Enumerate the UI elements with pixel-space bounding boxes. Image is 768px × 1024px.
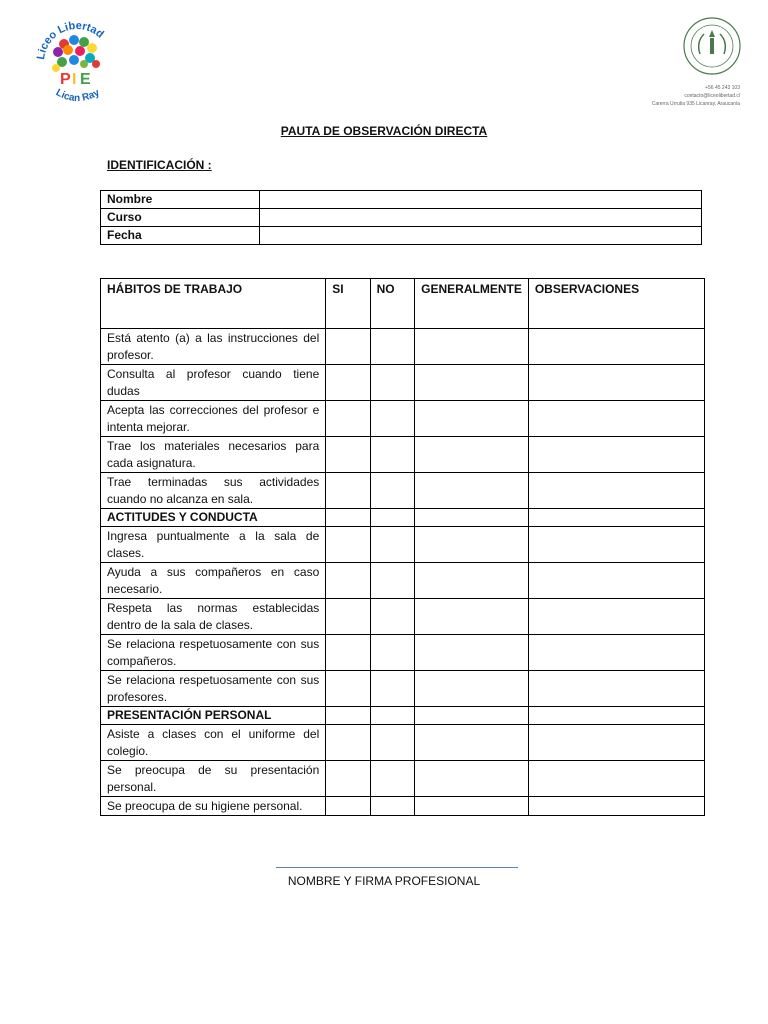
document-title: PAUTA DE OBSERVACIÓN DIRECTA	[280, 124, 488, 138]
svg-text:P: P	[60, 71, 71, 88]
observaciones-cell[interactable]	[528, 365, 704, 401]
observaciones-cell[interactable]	[528, 635, 704, 671]
identification-table	[100, 190, 702, 245]
criterion-text: Consulta al profesor cuando tiene dudas	[101, 365, 326, 401]
header-no: NO	[370, 279, 415, 329]
section-empty-cell	[326, 707, 370, 725]
signature-line	[276, 867, 518, 868]
observation-table	[100, 278, 705, 816]
generalmente-cell[interactable]	[415, 437, 529, 473]
contact-address: Carerra Urrutia 935 Licanray, Araucanía	[651, 101, 740, 107]
course-field[interactable]	[260, 209, 702, 227]
si-cell[interactable]	[326, 797, 370, 816]
header-si: SI	[326, 279, 370, 329]
identification-row	[101, 191, 702, 209]
observaciones-cell[interactable]	[528, 437, 704, 473]
no-cell[interactable]	[370, 401, 415, 437]
generalmente-cell[interactable]	[415, 599, 529, 635]
no-cell[interactable]	[370, 761, 415, 797]
generalmente-cell[interactable]	[415, 671, 529, 707]
identification-row	[101, 209, 702, 227]
generalmente-cell[interactable]	[415, 725, 529, 761]
no-cell[interactable]	[370, 725, 415, 761]
observation-row	[101, 797, 705, 816]
section-title: PRESENTACIÓN PERSONAL	[101, 707, 326, 725]
criterion-text: Trae terminadas sus actividades cuando no alcanza en sala.	[101, 473, 326, 509]
observaciones-cell[interactable]	[528, 599, 704, 635]
section-row	[101, 707, 705, 725]
generalmente-cell[interactable]	[415, 365, 529, 401]
criterion-text: Trae los materiales necesarios para cada asignatura.	[101, 437, 326, 473]
no-cell[interactable]	[370, 437, 415, 473]
observaciones-cell[interactable]	[528, 473, 704, 509]
no-cell[interactable]	[370, 599, 415, 635]
section-empty-cell	[326, 509, 370, 527]
section-empty-cell	[415, 509, 529, 527]
si-cell[interactable]	[326, 599, 370, 635]
si-cell[interactable]	[326, 527, 370, 563]
svg-text:I: I	[72, 71, 77, 88]
section-empty-cell	[528, 509, 704, 527]
generalmente-cell[interactable]	[415, 563, 529, 599]
contact-phone: +56 45 243 103	[705, 85, 740, 91]
no-cell[interactable]	[370, 527, 415, 563]
criterion-text: Ayuda a sus compañeros en caso necesario.	[101, 563, 326, 599]
criterion-text: Se relaciona respetuosamente con sus compañeros.	[101, 635, 326, 671]
header-work-habits: HÁBITOS DE TRABAJO	[101, 279, 326, 329]
generalmente-cell[interactable]	[415, 329, 529, 365]
course-label: Curso	[101, 209, 260, 227]
section-row	[101, 509, 705, 527]
generalmente-cell[interactable]	[415, 797, 529, 816]
observation-row	[101, 725, 705, 761]
date-field[interactable]	[260, 227, 702, 245]
si-cell[interactable]	[326, 671, 370, 707]
header-generalmente: GENERALMENTE	[415, 279, 529, 329]
name-field[interactable]	[260, 191, 702, 209]
criterion-text: Está atento (a) a las instrucciones del profesor.	[101, 329, 326, 365]
svg-text:Liceo Libertad: Liceo Libertad	[35, 19, 106, 61]
observation-row	[101, 365, 705, 401]
tree-dots	[52, 35, 100, 72]
contact-email: contacto@liceolibertad.cl	[684, 93, 740, 99]
observaciones-cell[interactable]	[528, 671, 704, 707]
observaciones-cell[interactable]	[528, 401, 704, 437]
section-empty-cell	[370, 707, 415, 725]
observaciones-cell[interactable]	[528, 527, 704, 563]
date-label: Fecha	[101, 227, 260, 245]
no-cell[interactable]	[370, 473, 415, 509]
document-title-wrap	[0, 124, 768, 138]
criterion-text: Acepta las correcciones del profesor e intenta mejorar.	[101, 401, 326, 437]
no-cell[interactable]	[370, 671, 415, 707]
observation-row	[101, 329, 705, 365]
criterion-text: Se relaciona respetuosamente con sus profesores.	[101, 671, 326, 707]
observation-row	[101, 473, 705, 509]
si-cell[interactable]	[326, 725, 370, 761]
section-empty-cell	[370, 509, 415, 527]
si-cell[interactable]	[326, 437, 370, 473]
no-cell[interactable]	[370, 635, 415, 671]
signature-label: NOMBRE Y FIRMA PROFESIONAL	[287, 874, 481, 888]
section-empty-cell	[528, 707, 704, 725]
school-seal-right	[682, 16, 742, 76]
no-cell[interactable]	[370, 797, 415, 816]
svg-text:E: E	[80, 71, 91, 88]
observation-row	[101, 635, 705, 671]
generalmente-cell[interactable]	[415, 473, 529, 509]
si-cell[interactable]	[326, 563, 370, 599]
observaciones-cell[interactable]	[528, 797, 704, 816]
si-cell[interactable]	[326, 473, 370, 509]
section-title: ACTITUDES Y CONDUCTA	[101, 509, 326, 527]
criterion-text: Se preocupa de su presentación personal.	[101, 761, 326, 797]
contact-info	[652, 84, 740, 108]
observation-header-row	[101, 279, 705, 329]
identification-row	[101, 227, 702, 245]
generalmente-cell[interactable]	[415, 527, 529, 563]
criterion-text: Respeta las normas establecidas dentro de la sala de clases.	[101, 599, 326, 635]
observaciones-cell[interactable]	[528, 329, 704, 365]
no-cell[interactable]	[370, 365, 415, 401]
generalmente-cell[interactable]	[415, 635, 529, 671]
si-cell[interactable]	[326, 365, 370, 401]
criterion-text: Asiste a clases con el uniforme del colegio.	[101, 725, 326, 761]
no-cell[interactable]	[370, 329, 415, 365]
observation-row	[101, 671, 705, 707]
criterion-text: Se preocupa de su higiene personal.	[101, 797, 326, 816]
header-observaciones: OBSERVACIONES	[528, 279, 704, 329]
si-cell[interactable]	[326, 761, 370, 797]
generalmente-cell[interactable]	[415, 401, 529, 437]
name-label: Nombre	[101, 191, 260, 209]
observaciones-cell[interactable]	[528, 761, 704, 797]
observation-row	[101, 761, 705, 797]
identification-heading: IDENTIFICACIÓN :	[107, 158, 212, 172]
si-cell[interactable]	[326, 635, 370, 671]
observaciones-cell[interactable]	[528, 563, 704, 599]
observation-row	[101, 437, 705, 473]
generalmente-cell[interactable]	[415, 761, 529, 797]
svg-text:Lican Ray: Lican Ray	[53, 87, 102, 105]
observaciones-cell[interactable]	[528, 725, 704, 761]
no-cell[interactable]	[370, 563, 415, 599]
si-cell[interactable]	[326, 401, 370, 437]
observation-row	[101, 563, 705, 599]
observation-row	[101, 401, 705, 437]
observation-row	[101, 599, 705, 635]
section-empty-cell	[415, 707, 529, 725]
criterion-text: Ingresa puntualmente a la sala de clases.	[101, 527, 326, 563]
si-cell[interactable]	[326, 329, 370, 365]
school-logo-left	[34, 18, 120, 110]
observation-row	[101, 527, 705, 563]
